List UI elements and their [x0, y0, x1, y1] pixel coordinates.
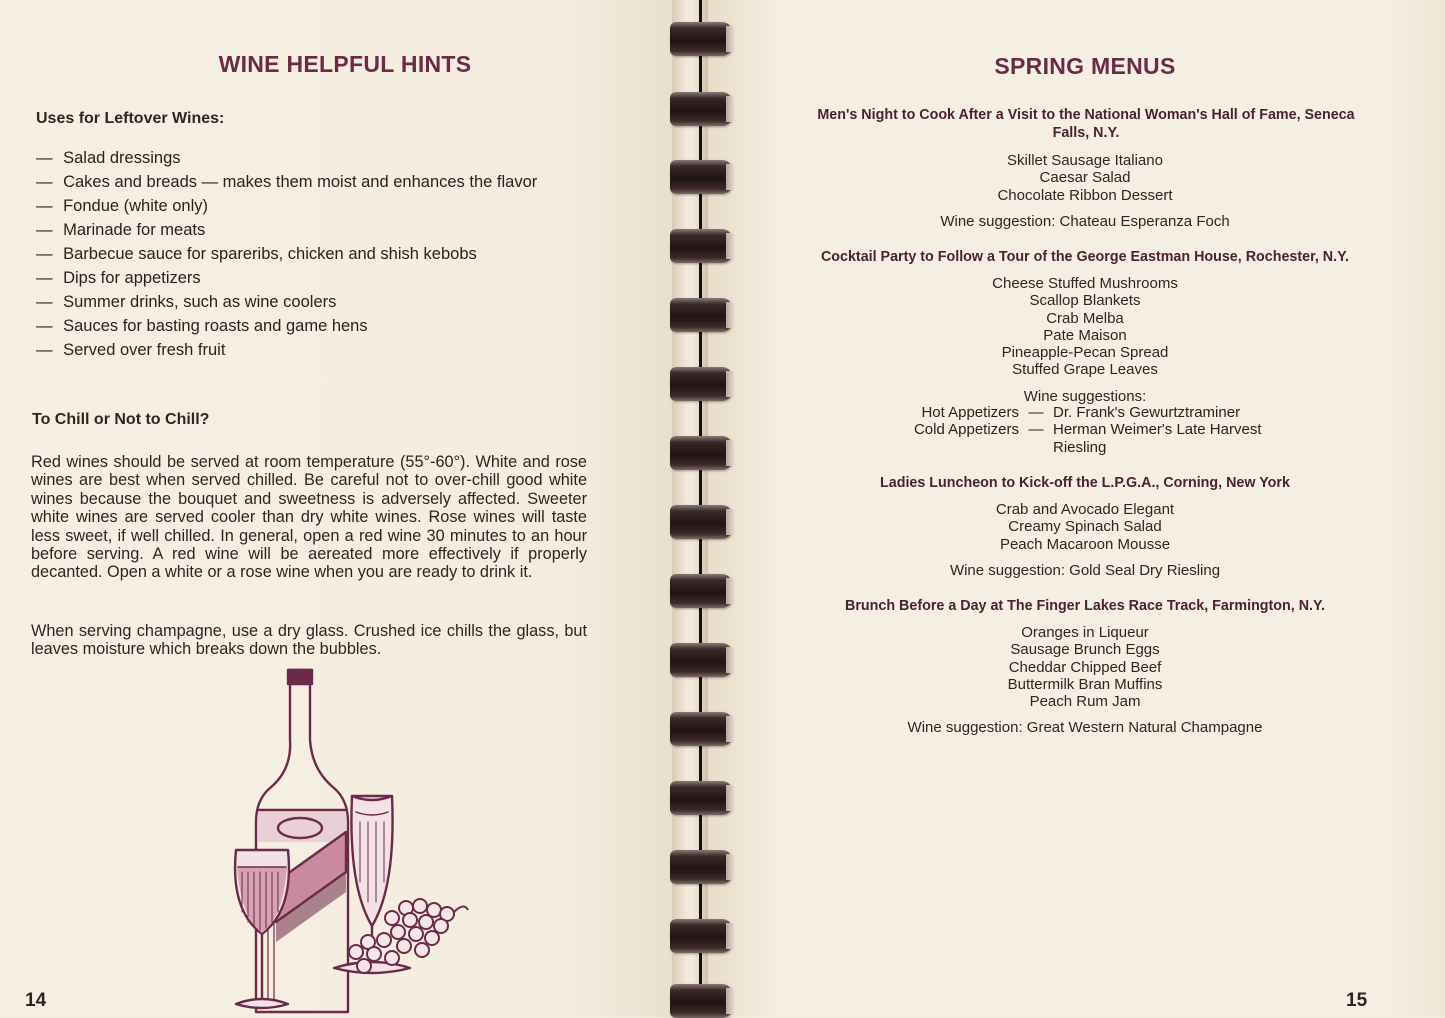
dash: — — [1028, 404, 1044, 421]
champagne-paragraph: When serving champagne, use a dry glass. Crushed ice chills the glass, but leaves moisture which breaks down the bubbles. — [31, 622, 587, 659]
menu-item: Oranges in Liqueur — [1021, 624, 1149, 641]
binding-ring — [670, 229, 732, 263]
course-label: Cold Appetizers — [913, 421, 1019, 439]
binding-ring — [670, 643, 732, 677]
wine-suggestion: Wine suggestion: Chateau Esperanza Foch — [940, 213, 1230, 230]
binding-ring — [670, 92, 732, 126]
menu-item: Creamy Spinach Salad — [1008, 518, 1162, 536]
chill-paragraph: Red wines should be served at room temperature (55°-60°). White and rose wines are best when served chilled. Be careful not to over-chill good white wines because the bouquet and sweetness is adversely affected. Sweeter white wines are served cooler than dry white wines. Rose wines will taste less sweet, if well chilled. In general, open a red wine 30 minutes to an hour before serving. A red wine will be aereated more effectively if properly decanted. Open a white or a rose wine when you are ready to drink it. — [31, 453, 587, 582]
wine-name: Herman Weimer's Late Harvest — [1053, 421, 1262, 439]
wine-row — [800, 421, 1370, 438]
dash: — — [1028, 421, 1044, 439]
binding-ring — [670, 850, 732, 884]
wine-suggestions-heading: Wine suggestions: — [1023, 388, 1147, 405]
list-item: — Dips for appetizers — [36, 266, 537, 290]
wine-name: Riesling — [1053, 438, 1107, 456]
menu-title: Brunch Before a Day at The Finger Lakes Race Track, Farmington, N.Y. — [845, 598, 1325, 614]
menu-item: Chocolate Ribbon Dessert — [997, 186, 1173, 204]
binding-ring — [670, 298, 732, 332]
page-number: 14 — [25, 990, 47, 1011]
menu-item: Buttermilk Bran Muffins — [1007, 675, 1163, 693]
binding-ring — [670, 574, 732, 608]
menu-items — [800, 501, 1370, 553]
menu-item: Pate Maison — [1043, 326, 1127, 344]
menu-item: Skillet Sausage Italiano — [1007, 152, 1163, 169]
leftover-heading: Uses for Leftover Wines: — [36, 110, 225, 127]
binding-ring — [670, 919, 732, 953]
wine-suggestions-table — [800, 404, 1370, 456]
menu-item: Scallop Blankets — [1029, 292, 1141, 310]
chill-heading: To Chill or Not to Chill? — [32, 411, 210, 428]
list-item: — Marinade for meats — [36, 218, 537, 242]
course-label — [800, 439, 1025, 456]
wine-suggestion: Wine suggestion: Gold Seal Dry Riesling — [949, 562, 1221, 579]
binding-ring — [670, 781, 732, 815]
wine-bottle-illustration — [228, 662, 478, 1017]
binding-ring — [670, 160, 732, 194]
dash — [1025, 439, 1047, 456]
menu-title: Men's Night to Cook After a Visit to the National Woman's Hall of Fame, Seneca Falls, N.Y. — [817, 107, 1355, 141]
wine-suggestion: Wine suggestion: Great Western Natural Champagne — [907, 719, 1263, 736]
binding-ring — [670, 22, 732, 56]
wine-name: Dr. Frank's Gewurtztraminer — [1053, 404, 1241, 421]
menu-title: Cocktail Party to Follow a Tour of the George Eastman House, Rochester, N.Y. — [820, 249, 1350, 265]
menu-items — [800, 624, 1370, 710]
menu-items — [800, 275, 1370, 379]
binding-ring — [670, 712, 732, 746]
menu-item: Peach Rum Jam — [1029, 693, 1141, 711]
page-title: WINE HELPFUL HINTS — [218, 51, 472, 77]
list-item: — Salad dressings — [36, 146, 537, 170]
menu-item: Pineapple-Pecan Spread — [1001, 344, 1169, 362]
binding-ring — [670, 505, 732, 539]
menu-item: Crab and Avocado Elegant — [995, 501, 1175, 518]
page-title: SPRING MENUS — [994, 53, 1176, 79]
binding-ring — [670, 984, 732, 1018]
list-item: — Summer drinks, such as wine coolers — [36, 290, 537, 314]
list-item: — Served over fresh fruit — [36, 338, 537, 362]
page-number: 15 — [1346, 990, 1368, 1011]
menu-item: Cheese Stuffed Mushrooms — [992, 275, 1178, 292]
wine-row — [800, 439, 1370, 456]
list-item: — Cakes and breads — makes them moist and enhances the flavor — [36, 170, 537, 194]
leftover-uses-list — [36, 146, 537, 362]
menu-item: Crab Melba — [1046, 309, 1124, 327]
wine-row — [800, 404, 1370, 421]
list-item: — Barbecue sauce for spareribs, chicken and shish kebobs — [36, 242, 537, 266]
menu-item: Caesar Salad — [1039, 169, 1131, 187]
course-label: Hot Appetizers — [921, 404, 1019, 421]
list-item: — Fondue (white only) — [36, 194, 537, 218]
menu-item: Peach Macaroon Mousse — [999, 535, 1171, 553]
menu-items — [800, 152, 1370, 204]
list-item: — Sauces for basting roasts and game hens — [36, 314, 537, 338]
menu-item: Cheddar Chipped Beef — [1008, 658, 1162, 676]
menu-item: Stuffed Grape Leaves — [1012, 361, 1158, 379]
menu-title: Ladies Luncheon to Kick-off the L.P.G.A., Corning, New York — [880, 475, 1290, 491]
menu-item: Sausage Brunch Eggs — [1010, 641, 1160, 659]
binding-ring — [670, 436, 732, 470]
binding-ring — [670, 367, 732, 401]
